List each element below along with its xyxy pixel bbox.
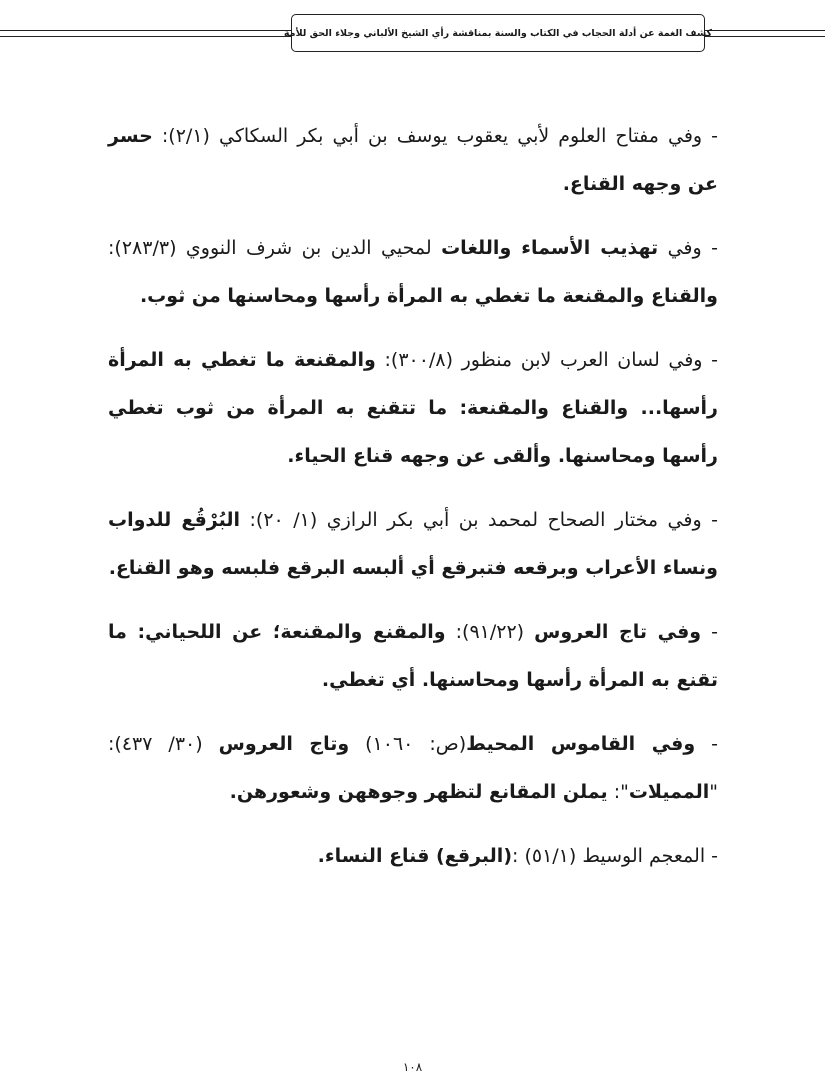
- paragraph-taj-al-arus: [108, 608, 718, 704]
- paragraph-text: - وفي: [658, 237, 718, 259]
- paragraph-lisan-al-arab: [108, 336, 718, 480]
- source-title: وفي القاموس المحيط: [466, 733, 696, 755]
- header-rule-left: [0, 30, 292, 37]
- book-title: كشف الغمة عن أدلة الحجاب في الكتاب والسنة بمناقشة رأي الشيخ الألباني وجلاء الحق للأمة: [283, 27, 713, 39]
- paragraph-quote: (البرقع) قناع النساء.: [317, 845, 513, 867]
- paragraph-quote: يملن المقانع لتظهر وجوههن وشعورهن.: [229, 781, 608, 803]
- paragraph-mukhtar-al-sihah: [108, 496, 718, 592]
- paragraph-text: -: [701, 621, 719, 643]
- source-title: وفي تاج العروس: [534, 621, 702, 643]
- paragraph-al-mujam-al-wasit: [108, 832, 718, 880]
- paragraph-text: (٣٠/ ٤٣٧): ": [108, 733, 718, 803]
- paragraph-text: - وفي مختار الصحاح لمحمد بن أبي بكر الرازي (١/ ٢٠):: [240, 509, 718, 531]
- page-body: [108, 112, 718, 896]
- paragraph-text: (٩١/٢٢):: [445, 621, 535, 643]
- quoted-term: المميلات: [628, 781, 710, 803]
- running-header: [283, 14, 713, 52]
- paragraph-quote: والمقنع والمقنعة؛ عن اللحياني: ما تقنع به المرأة رأسها ومحاسنها. أي تغطي.: [108, 621, 718, 691]
- paragraph-text: ":: [607, 781, 629, 803]
- paragraph-text: - وفي مفتاح العلوم لأبي يعقوب يوسف بن أبي بكر السكاكي (٢/١):: [152, 125, 718, 147]
- page-number: ١٠٨: [402, 1060, 423, 1074]
- paragraph-quote: البُرْقُع للدواب ونساء الأعراب وبرقعه فتبرقع أي ألبسه البرقع فلبسه وهو القناع.: [108, 509, 718, 579]
- paragraph-quote: حسر عن وجهه القناع.: [108, 125, 718, 195]
- paragraph-miftah-al-ulum: [108, 112, 718, 208]
- paragraph-text: (ص: ١٠٦٠): [349, 733, 467, 755]
- paragraph-text: - المعجم الوسيط (٥١/١) :: [512, 845, 718, 867]
- paragraph-qamus-al-muhit: [108, 720, 718, 816]
- paragraph-tahdhib-al-asma: [108, 224, 718, 320]
- header-rule-right: [703, 30, 825, 37]
- paragraph-quote: والقناع والمقنعة ما تغطي به المرأة رأسها ومحاسنها من ثوب.: [139, 285, 718, 307]
- paragraph-text: -: [695, 733, 719, 755]
- paragraph-text: - وفي لسان العرب لابن منظور (٣٠٠/٨):: [375, 349, 718, 371]
- source-title: وتاج العروس: [218, 733, 350, 755]
- paragraph-quote: والمقنعة ما تغطي به المرأة رأسها... والقناع والمقنعة: ما تتقنع به المرأة من ثوب تغطي رأسها ومحاسنها. وألقى عن وجهه قناع الحياء.: [108, 349, 718, 467]
- paragraph-text: لمحيي الدين بن شرف النووي (٢٨٣/٣):: [108, 237, 442, 259]
- source-title: تهذيب الأسماء واللغات: [441, 237, 659, 259]
